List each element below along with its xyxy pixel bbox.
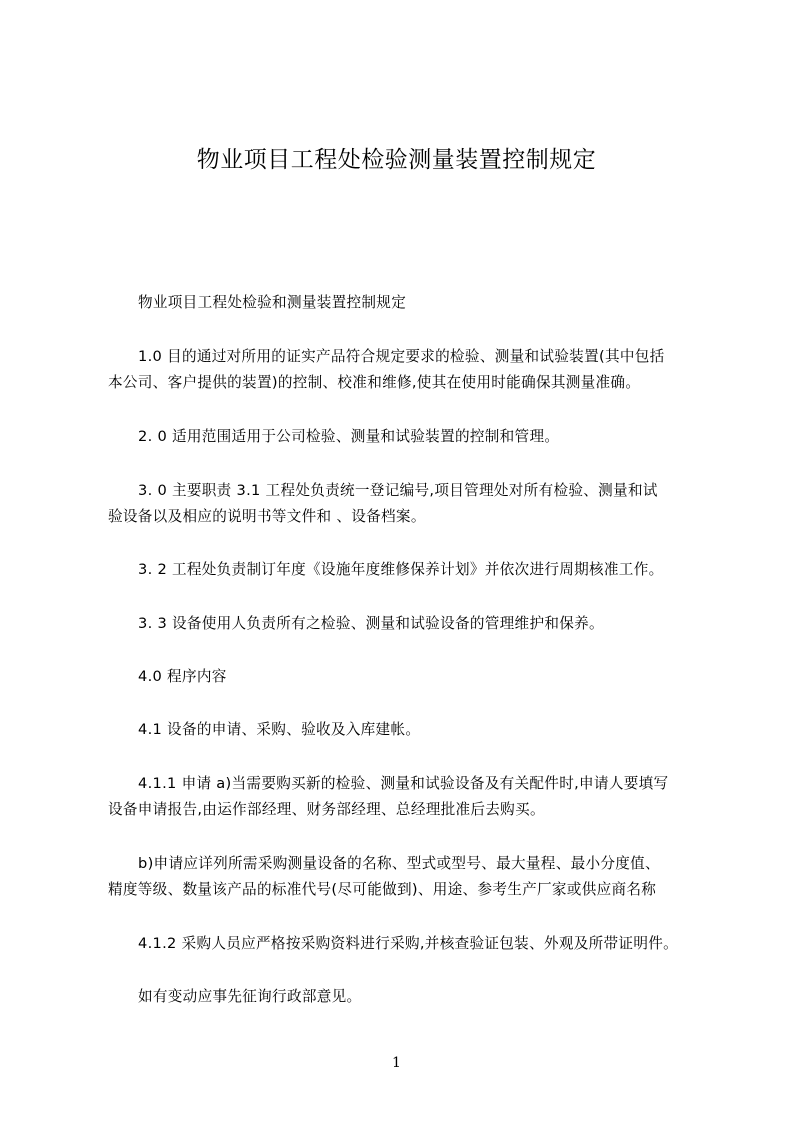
paragraph-line: 4.1.2 采购人员应严格按采购资料进行采购,并核查验证包装、外观及所带证明件。 <box>138 935 679 952</box>
document-title: 物业项目工程处检验测量装置控制规定 <box>196 147 597 173</box>
paragraph-line: 验设备以及相应的说明书等文件和 、设备档案。 <box>108 508 426 525</box>
paragraph-line: 1.0 目的通过对所用的证实产品符合规定要求的检验、测量和试验装置(其中包括 <box>138 348 665 365</box>
subtitle: 物业项目工程处检验和测量装置控制规定 <box>138 294 407 311</box>
paragraph-line: 3. 2 工程处负责制订年度《设施年度维修保养计划》并依次进行周期核准工作。 <box>138 561 664 578</box>
paragraph-line: 如有变动应事先征询行政部意见。 <box>138 988 362 1005</box>
paragraph-line: 精度等级、数量该产品的标准代号(尽可能做到)、用途、参考生产厂家或供应商名称 <box>108 881 657 898</box>
paragraph-line: b)申请应详列所需采购测量设备的名称、型式或型号、最大量程、最小分度值、 <box>138 855 660 872</box>
paragraph-line: 3. 0 主要职责 3.1 工程处负责统一登记编号,项目管理处对所有检验、测量和试 <box>138 482 658 499</box>
paragraph-line: 4.1 设备的申请、采购、验收及入库建帐。 <box>138 721 421 738</box>
section-heading: 4.0 程序内容 <box>138 668 227 685</box>
paragraph-line: 2. 0 适用范围适用于公司检验、测量和试验装置的控制和管理。 <box>138 428 560 445</box>
paragraph-line: 设备申请报告,由运作部经理、财务部经理、总经理批准后去购买。 <box>108 801 545 818</box>
paragraph-line: 本公司、客户提供的装置)的控制、校准和维修,使其在使用时能确保其测量准确。 <box>108 374 641 391</box>
paragraph-line: 3. 3 设备使用人负责所有之检验、测量和试验设备的管理维护和保养。 <box>138 615 604 632</box>
paragraph-line: 4.1.1 申请 a)当需要购买新的检验、测量和试验设备及有关配件时,申请人要填写 <box>138 775 669 792</box>
page-number: 1 <box>392 1055 401 1071</box>
